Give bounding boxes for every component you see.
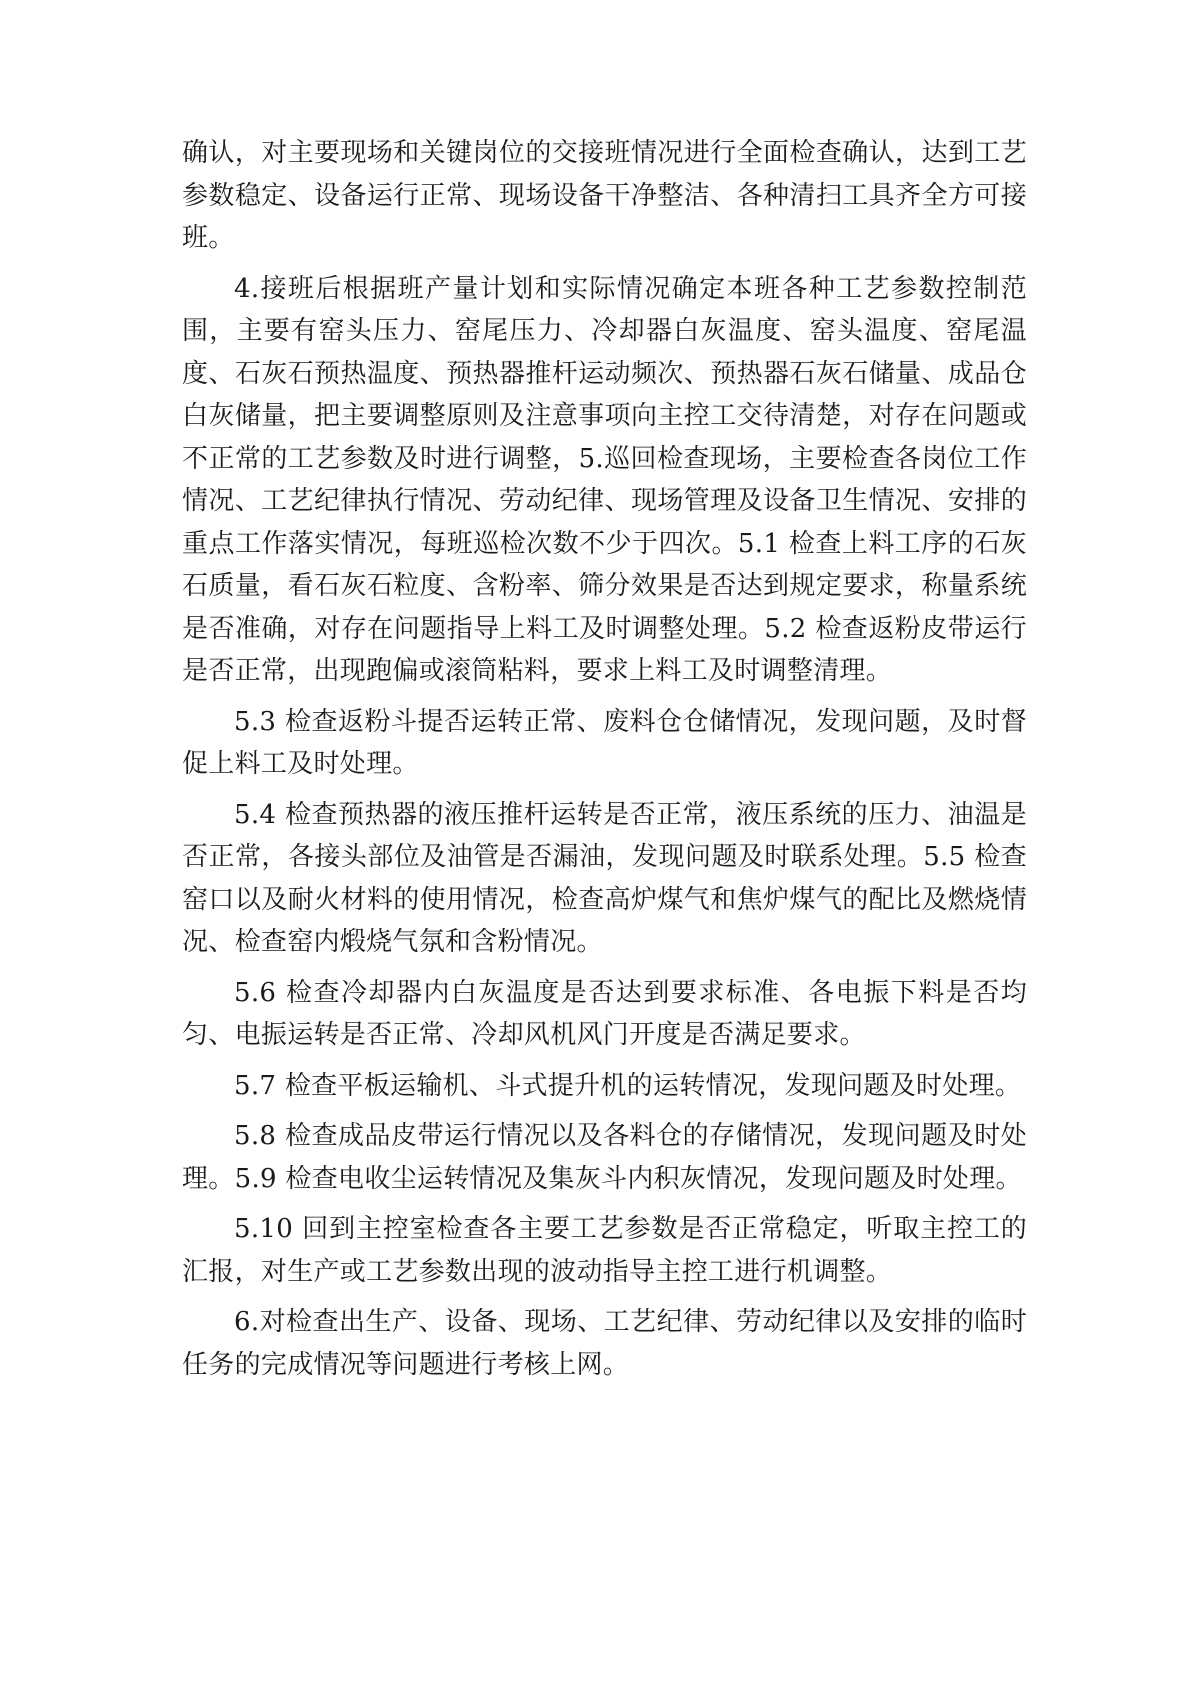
- paragraph-product-belt-and-dust: 5.8 检查成品皮带运行情况以及各料仓的存储情况，发现问题及时处理。5.9 检查电收尘运转情况及集灰斗内积灰情况，发现问题及时处理。: [182, 1121, 1027, 1194]
- paragraph-conveyor-check: 5.7 检查平板运输机、斗式提升机的运转情况，发现问题及时处理。: [234, 1070, 1022, 1101]
- paragraph-handover-confirmation: 确认，对主要现场和关键岗位的交接班情况进行全面检查确认，达到工艺参数稳定、设备运行正常、现场设备干净整洁、各种清扫工具齐全方可接班。: [182, 138, 1027, 253]
- paragraph-preheater-hydraulics: 5.4 检查预热器的液压推杆运转是否正常，液压系统的压力、油温是否正常，各接头部位及油管是否漏油，发现问题及时联系处理。5.5 检查窑口以及耐火材料的使用情况，检查高炉煤气和焦炉煤气的配比及燃烧情况、检查窑内煅烧气氛和含粉情况。: [182, 799, 1027, 957]
- paragraph-assessment: 6.对检查出生产、设备、现场、工艺纪律、劳动纪律以及安排的临时任务的完成情况等问题进行考核上网。: [182, 1307, 1027, 1380]
- paragraph-cooler-check: 5.6 检查冷却器内白灰温度是否达到要求标准、各电振下料是否均匀、电振运转是否正常、冷却风机风门开度是否满足要求。: [182, 977, 1027, 1050]
- paragraph-shift-parameters-and-inspection: 4.接班后根据班产量计划和实际情况确定本班各种工艺参数控制范围，主要有窑头压力、窑尾压力、冷却器白灰温度、窑头温度、窑尾温度、石灰石预热温度、预热器推杆运动频次、预热器石灰石储量、成品仓白灰储量，把主要调整原则及注意事项向主控工交待清楚，对存在问题或不正常的工艺参数及时进行调整，5.巡回检查现场，主要检查各岗位工作情况、工艺纪律执行情况、劳动纪律、现场管理及设备卫生情况、安排的重点工作落实情况，每班巡检次数不少于四次。5.1 检查上料工序的石灰石质量，看石灰石粒度、含粉率、筛分效果是否达到规定要求，称量系统是否准确，对存在问题指导上料工及时调整处理。5.2 检查返粉皮带运行是否正常，出现跑偏或滚筒粘料，要求上料工及时调整清理。: [182, 273, 1027, 686]
- document-body: [182, 132, 1027, 1394]
- paragraph-control-room: 5.10 回到主控室检查各主要工艺参数是否正常稳定，听取主控工的汇报，对生产或工艺参数出现的波动指导主控工进行机调整。: [182, 1214, 1027, 1287]
- paragraph-return-powder-elevator: 5.3 检查返粉斗提否运转正常、废料仓仓储情况，发现问题，及时督促上料工及时处理。: [182, 706, 1027, 779]
